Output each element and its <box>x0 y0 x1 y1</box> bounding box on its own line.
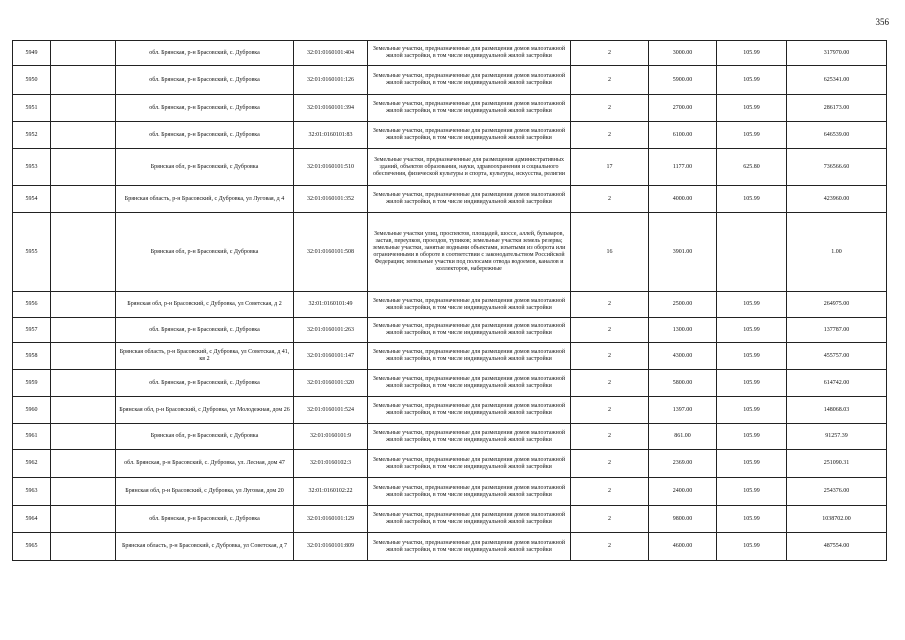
area-cell: 1177.00 <box>649 149 717 186</box>
table-row <box>13 478 887 506</box>
table-row <box>13 370 887 397</box>
land-category-cell: Земельные участки, предназначенные для размещения домов малоэтажной жилой застройки, в том числе индивидуальной жилой застройки <box>368 450 571 478</box>
cadastral-value-cell: 455757.00 <box>787 343 887 370</box>
address-cell: обл. Брянская, р-н Брасовский, с. Дубровка <box>116 66 294 95</box>
table-row <box>13 397 887 424</box>
land-category-cell: Земельные участки, предназначенные для размещения домов малоэтажной жилой застройки, в том числе индивидуальной жилой застройки <box>368 424 571 450</box>
cadastral-number-cell: 32:01:0160101:352 <box>294 186 368 213</box>
row-number: 5951 <box>13 95 51 122</box>
land-category-cell: Земельные участки, предназначенные для размещения домов малоэтажной жилой застройки, в том числе индивидуальной жилой застройки <box>368 397 571 424</box>
row-number: 5962 <box>13 450 51 478</box>
category-code-cell: 16 <box>571 213 649 292</box>
rate-cell: 105.99 <box>717 318 787 343</box>
cadastral-value-cell: 646539.00 <box>787 122 887 149</box>
land-category-cell: Земельные участки, предназначенные для размещения домов малоэтажной жилой застройки, в том числе индивидуальной жилой застройки <box>368 186 571 213</box>
rate-cell: 105.99 <box>717 95 787 122</box>
cadastral-number-cell: 32:01:0160101:404 <box>294 41 368 66</box>
row-number: 5959 <box>13 370 51 397</box>
table-row <box>13 149 887 186</box>
address-cell: Брянская область, р-н Брасовский, с Дубровка, ул Советская, д 7 <box>116 533 294 561</box>
row-number: 5950 <box>13 66 51 95</box>
row-number: 5956 <box>13 292 51 318</box>
land-category-cell: Земельные участки, предназначенные для размещения домов малоэтажной жилой застройки, в том числе индивидуальной жилой застройки <box>368 41 571 66</box>
category-code-cell: 2 <box>571 533 649 561</box>
address-cell: Брянская область, р-н Брасовский, с Дубровка, ул Луговая, д 4 <box>116 186 294 213</box>
table-row <box>13 95 887 122</box>
cadastral-number-cell: 32:01:0160101:129 <box>294 506 368 533</box>
land-category-cell: Земельные участки улиц, проспектов, площадей, шоссе, аллей, бульваров, застав, переулков, проездов, тупиков; земельные участки земель резерва; земельные участки, занятые водными объектами, изъятыми из оборота или ограниченными в обороте в соответствии с законодательством Российской Федерации; земельные участки под полосами отвода водоемов, каналов и коллекторов, набережные <box>368 213 571 292</box>
cadastral-value-cell: 1.00 <box>787 213 887 292</box>
table-row <box>13 343 887 370</box>
area-cell: 861.00 <box>649 424 717 450</box>
cadastral-value-cell: 423960.00 <box>787 186 887 213</box>
address-cell: обл. Брянская, р-н Брасовский, с. Дубровка <box>116 318 294 343</box>
cadastral-value-cell: 625341.00 <box>787 66 887 95</box>
address-cell: Брянская обл, р-н Брасовский, с Дубровка <box>116 149 294 186</box>
blank-cell <box>51 149 116 186</box>
area-cell: 2369.00 <box>649 450 717 478</box>
rate-cell: 105.99 <box>717 478 787 506</box>
address-cell: Брянская обл, р-н Брасовский, с Дубровка, ул Луговая, дом 20 <box>116 478 294 506</box>
area-cell: 6100.00 <box>649 122 717 149</box>
row-number: 5954 <box>13 186 51 213</box>
cadastral-number-cell: 32:01:0160102:3 <box>294 450 368 478</box>
area-cell: 4600.00 <box>649 533 717 561</box>
cadastral-number-cell: 32:01:0160101:394 <box>294 95 368 122</box>
land-category-cell: Земельные участки, предназначенные для размещения домов малоэтажной жилой застройки, в том числе индивидуальной жилой застройки <box>368 66 571 95</box>
row-number: 5963 <box>13 478 51 506</box>
cadastral-value-cell: 254376.00 <box>787 478 887 506</box>
rate-cell: 105.99 <box>717 122 787 149</box>
cadastral-number-cell: 32:01:0160101:49 <box>294 292 368 318</box>
cadastral-value-cell: 137787.00 <box>787 318 887 343</box>
blank-cell <box>51 318 116 343</box>
table-row <box>13 318 887 343</box>
blank-cell <box>51 213 116 292</box>
cadastral-number-cell: 32:01:0160101:126 <box>294 66 368 95</box>
land-category-cell: Земельные участки, предназначенные для размещения административных зданий, объектов образования, науки, здравоохранения и социального обеспечения, физической культуры и спорта, культуры, искусства, религии <box>368 149 571 186</box>
land-category-cell: Земельные участки, предназначенные для размещения домов малоэтажной жилой застройки, в том числе индивидуальной жилой застройки <box>368 95 571 122</box>
land-category-cell: Земельные участки, предназначенные для размещения домов малоэтажной жилой застройки, в том числе индивидуальной жилой застройки <box>368 506 571 533</box>
row-number: 5961 <box>13 424 51 450</box>
land-category-cell: Земельные участки, предназначенные для размещения домов малоэтажной жилой застройки, в том числе индивидуальной жилой застройки <box>368 370 571 397</box>
area-cell: 4000.00 <box>649 186 717 213</box>
cadastral-value-cell: 736566.60 <box>787 149 887 186</box>
address-cell: Брянская область, р-н Брасовский, с Дубровка, ул Советская, д 41, кв 2 <box>116 343 294 370</box>
blank-cell <box>51 66 116 95</box>
cadastral-number-cell: 32:01:0160101:83 <box>294 122 368 149</box>
address-cell: обл. Брянская, р-н Брасовский, с. Дубровка <box>116 122 294 149</box>
category-code-cell: 2 <box>571 122 649 149</box>
category-code-cell: 2 <box>571 478 649 506</box>
area-cell: 5900.00 <box>649 66 717 95</box>
area-cell: 3901.00 <box>649 213 717 292</box>
blank-cell <box>51 450 116 478</box>
blank-cell <box>51 370 116 397</box>
category-code-cell: 2 <box>571 370 649 397</box>
land-category-cell: Земельные участки, предназначенные для размещения домов малоэтажной жилой застройки, в том числе индивидуальной жилой застройки <box>368 343 571 370</box>
rate-cell: 105.99 <box>717 343 787 370</box>
cadastral-value-cell: 148068.03 <box>787 397 887 424</box>
rate-cell <box>717 213 787 292</box>
address-cell: Брянская обл, р-н Брасовский, с Дубровка, ул Молодежная, дом 26 <box>116 397 294 424</box>
address-cell: Брянская обл, р-н Брасовский, с Дубровка <box>116 213 294 292</box>
table-row <box>13 292 887 318</box>
cadastral-number-cell: 32:01:0160101:510 <box>294 149 368 186</box>
cadastral-value-cell: 251090.31 <box>787 450 887 478</box>
area-cell: 3000.00 <box>649 41 717 66</box>
area-cell: 5800.00 <box>649 370 717 397</box>
category-code-cell: 2 <box>571 41 649 66</box>
cadastral-value-cell: 91257.39 <box>787 424 887 450</box>
cadastral-number-cell: 32:01:0160101:147 <box>294 343 368 370</box>
row-number: 5957 <box>13 318 51 343</box>
category-code-cell: 2 <box>571 506 649 533</box>
table-row <box>13 122 887 149</box>
page-number: 356 <box>875 17 889 27</box>
blank-cell <box>51 95 116 122</box>
row-number: 5953 <box>13 149 51 186</box>
table-row <box>13 66 887 95</box>
row-number: 5952 <box>13 122 51 149</box>
category-code-cell: 2 <box>571 424 649 450</box>
cadastral-value-cell: 487554.00 <box>787 533 887 561</box>
row-number: 5965 <box>13 533 51 561</box>
cadastral-value-cell: 1038702.00 <box>787 506 887 533</box>
blank-cell <box>51 506 116 533</box>
cadastral-number-cell: 32:01:0160101:524 <box>294 397 368 424</box>
blank-cell <box>51 478 116 506</box>
blank-cell <box>51 292 116 318</box>
land-category-cell: Земельные участки, предназначенные для размещения домов малоэтажной жилой застройки, в том числе индивидуальной жилой застройки <box>368 533 571 561</box>
rate-cell: 105.99 <box>717 66 787 95</box>
blank-cell <box>51 424 116 450</box>
table-row <box>13 506 887 533</box>
land-category-cell: Земельные участки, предназначенные для размещения домов малоэтажной жилой застройки, в том числе индивидуальной жилой застройки <box>368 292 571 318</box>
cadastral-number-cell: 32:01:0160101:809 <box>294 533 368 561</box>
address-cell: обл. Брянская, р-н Брасовский, с. Дубровка <box>116 370 294 397</box>
area-cell: 2400.00 <box>649 478 717 506</box>
land-category-cell: Земельные участки, предназначенные для размещения домов малоэтажной жилой застройки, в том числе индивидуальной жилой застройки <box>368 478 571 506</box>
cadastral-number-cell: 32:01:0160102:22 <box>294 478 368 506</box>
rate-cell: 105.99 <box>717 41 787 66</box>
blank-cell <box>51 533 116 561</box>
category-code-cell: 2 <box>571 66 649 95</box>
table-row <box>13 41 887 66</box>
area-cell: 1397.00 <box>649 397 717 424</box>
land-category-cell: Земельные участки, предназначенные для размещения домов малоэтажной жилой застройки, в том числе индивидуальной жилой застройки <box>368 318 571 343</box>
blank-cell <box>51 397 116 424</box>
category-code-cell: 2 <box>571 95 649 122</box>
category-code-cell: 2 <box>571 292 649 318</box>
category-code-cell: 2 <box>571 186 649 213</box>
address-cell: обл. Брянская, р-н Брасовский, с. Дубровка <box>116 95 294 122</box>
row-number: 5964 <box>13 506 51 533</box>
address-cell: обл. Брянская, р-н Брасовский, с. Дубровка <box>116 41 294 66</box>
address-cell: Брянская обл, р-н Брасовский, с Дубровка, ул Советская, д 2 <box>116 292 294 318</box>
area-cell: 9800.00 <box>649 506 717 533</box>
rate-cell: 105.99 <box>717 533 787 561</box>
cadastral-value-cell: 286173.00 <box>787 95 887 122</box>
cadastral-value-cell: 264975.00 <box>787 292 887 318</box>
area-cell: 2700.00 <box>649 95 717 122</box>
rate-cell: 105.99 <box>717 424 787 450</box>
table-row <box>13 213 887 292</box>
cadastral-value-cell: 614742.00 <box>787 370 887 397</box>
category-code-cell: 2 <box>571 450 649 478</box>
rate-cell: 105.99 <box>717 506 787 533</box>
row-number: 5958 <box>13 343 51 370</box>
table-row <box>13 424 887 450</box>
cadastral-number-cell: 32:01:0160101:508 <box>294 213 368 292</box>
row-number: 5960 <box>13 397 51 424</box>
category-code-cell: 2 <box>571 318 649 343</box>
cadastral-number-cell: 32:01:0160101:263 <box>294 318 368 343</box>
category-code-cell: 17 <box>571 149 649 186</box>
land-registry-table <box>12 40 887 561</box>
row-number: 5955 <box>13 213 51 292</box>
row-number: 5949 <box>13 41 51 66</box>
category-code-cell: 2 <box>571 343 649 370</box>
rate-cell: 105.99 <box>717 292 787 318</box>
cadastral-value-cell: 317970.00 <box>787 41 887 66</box>
cadastral-number-cell: 32:01:0160101:9 <box>294 424 368 450</box>
table-row <box>13 450 887 478</box>
area-cell: 2500.00 <box>649 292 717 318</box>
area-cell: 4300.00 <box>649 343 717 370</box>
address-cell: обл. Брянская, р-н Брасовский, с. Дубровка, ул. Лесная, дом 47 <box>116 450 294 478</box>
blank-cell <box>51 41 116 66</box>
address-cell: Брянская обл, р-н Брасовский, с Дубровка <box>116 424 294 450</box>
cadastral-number-cell: 32:01:0160101:320 <box>294 370 368 397</box>
land-category-cell: Земельные участки, предназначенные для размещения домов малоэтажной жилой застройки, в том числе индивидуальной жилой застройки <box>368 122 571 149</box>
rate-cell: 105.99 <box>717 397 787 424</box>
rate-cell: 105.99 <box>717 186 787 213</box>
table-row <box>13 186 887 213</box>
area-cell: 1300.00 <box>649 318 717 343</box>
blank-cell <box>51 122 116 149</box>
rate-cell: 625.80 <box>717 149 787 186</box>
category-code-cell: 2 <box>571 397 649 424</box>
rate-cell: 105.99 <box>717 370 787 397</box>
blank-cell <box>51 343 116 370</box>
table-row <box>13 533 887 561</box>
rate-cell: 105.99 <box>717 450 787 478</box>
blank-cell <box>51 186 116 213</box>
address-cell: обл. Брянская, р-н Брасовский, с. Дубровка <box>116 506 294 533</box>
